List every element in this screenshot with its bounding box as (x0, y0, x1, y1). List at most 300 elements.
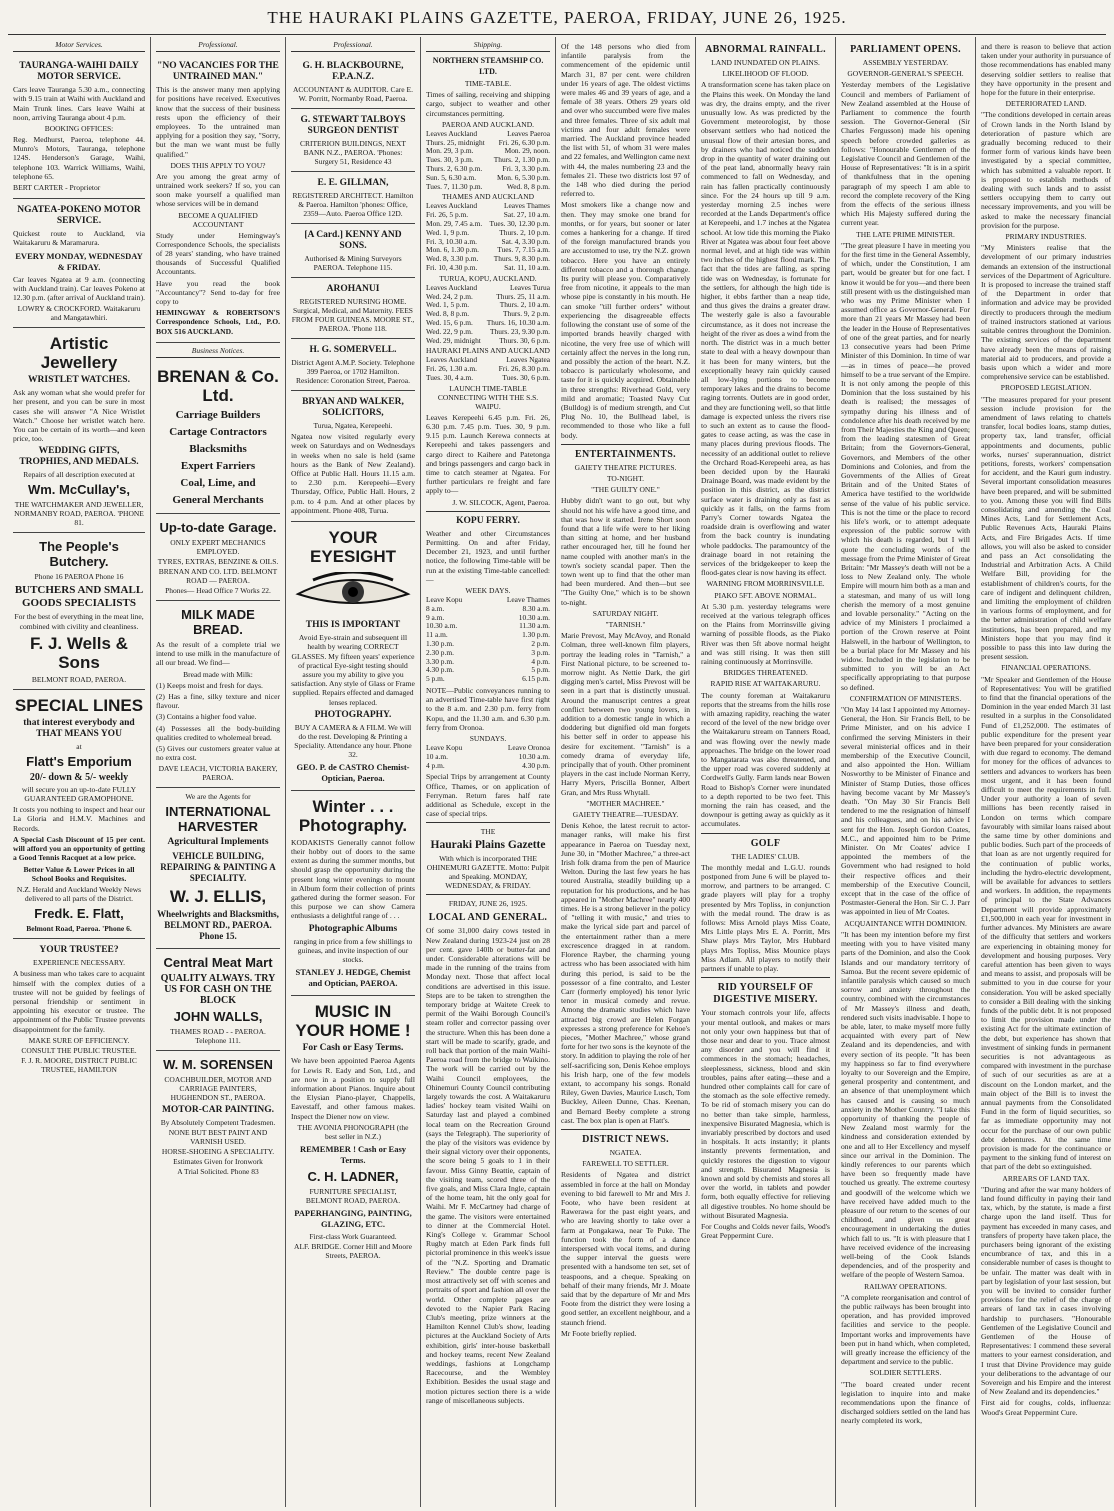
article-subheading: CONFIRMATION OF MINISTERS. (849, 693, 962, 703)
table-cell: Thurs. 2, 10 p.m. (499, 227, 550, 237)
table-cell: Thurs. 30, 6 p.m. (499, 335, 550, 345)
ad-body: ranging in price from a few shillings to guineas, and invite inspection of our stocks. (293, 936, 413, 965)
ad-signature: BRENAN AND CO. LTD. BELMONT ROAD — PAEROA. (158, 567, 278, 586)
ad-title: Up-to-date Garage. (159, 520, 277, 536)
table-header: Leaves Auckland (426, 128, 478, 138)
ad-body: For the best of everything in the meat line, combined with civility and cleanliness. (14, 612, 144, 631)
section-heading: Professional. (291, 40, 415, 52)
district-subtitle: NGATEA. (609, 1147, 642, 1157)
ad-title: W. M. SORENSEN (163, 1057, 273, 1073)
table-cell: Wed. 8, 3.30 p.m. (426, 254, 479, 264)
ad-phone: Phone 16 PAEROA Phone 16 (34, 572, 124, 582)
table-cell: Fri. 3, 10.30 a.m. (426, 236, 477, 246)
table-cell: 2 p.m. (531, 638, 550, 648)
cough-ad: First aid for coughs, colds, influenza: Wood's Great Peppermint Cure. (981, 1398, 1111, 1417)
ad-title: MILK MADE BREAD. (181, 607, 255, 638)
article-subheading: PRIMARY INDUSTRIES. (1005, 232, 1087, 242)
ad-body: VEHICLE BUILDING, REPAIRING & PAINTING A SPECIALITY. (160, 851, 276, 884)
ad-body: By Absolutely Competent Tradesmen. (160, 1118, 276, 1128)
article-subheading: THE LATE PRIME MINISTER. (856, 229, 955, 239)
launch-body: Leaves Kerepeehi 6.45 p.m. Fri. 26, 6.30 p.m. 7.45 p.m. Tues. 30, 9 p.m. 9.15 p.m. Launch Kerewa connects at Kerepeehi and takes passengers and cargo direct to Kaihere and Patetonga and brings passengers and cargo back in time to catch steamer at Ngatea. For further particulars re freight and fare apply to— (426, 412, 550, 496)
ad-address: BELMONT ROAD, PAEROA. (31, 674, 127, 684)
entertainments-subtitle: TO-NIGHT. (606, 473, 644, 483)
shipping-body: Times of sailing, receiving and shipping cargo, subject to weather and other circumstances permitting. (426, 90, 550, 118)
table-cell: Wed. 15, 6 p.m. (426, 317, 473, 327)
kopu-special: Special Trips by arrangement at County Office, Thames, or on application of Ferryman. Return fares half rate additional as Schedule, except in the case of special trips. (426, 772, 550, 819)
service-item: Coal, Lime, and (180, 477, 256, 490)
table-cell: Sat. 11, 10 a.m. (504, 262, 550, 272)
ad-signature: F. J. R. MOORE, DISTRICT PUBLIC TRUSTEE, HAMILTON (21, 1055, 137, 1074)
article-body: The county foreman at Waitakaruru reports that the streams from the hills rose with amazing rapidity, reaching the water record of the level of the new bridge over the Waitakaruru stream on Tanners Road, and was flowing over the newly made approaches. The bridge on the lower road to Mangatarata was also threatened, and the upper road was covered suddenly at Cordwell's Gully. Farm lands near Bowen Road to Bishop's Corner were inundated to a depth reported to be two feet. This morning the rain has ceased, and the downpour is getting away as quickly as it accumulates. (701, 690, 830, 829)
timetable-kopu-sundays (426, 744, 550, 770)
column-5 (556, 37, 696, 1507)
table-cell: 10 a.m. (426, 751, 448, 761)
gazette-title: Hauraki Plains Gazette (430, 839, 546, 852)
ad-subheading: PAPERHANGING, PAINTING, GLAZING, ETC. (294, 1207, 412, 1229)
ad-address: THAMES ROAD - - PAEROA. Telephone 111. (170, 1027, 266, 1046)
ad-name: C. H. LADNER, (307, 1168, 399, 1184)
table-header: Leaves Auckland (426, 282, 478, 292)
golf-subtitle: THE LADIES' CLUB. (731, 851, 800, 861)
table-cell: Tues. 30, 4 a.m. (426, 372, 474, 382)
golf-title: GOLF (750, 837, 781, 849)
table-cell: 6.15 p.m. (522, 674, 550, 684)
table-header: Leaves Auckland (426, 201, 478, 211)
table-cell: Thurs. 2, 10 a.m. (499, 300, 550, 310)
ad-blackbourne (291, 55, 415, 109)
shipping-subtitle: TIME-TABLE. (464, 79, 512, 89)
table-row (426, 675, 550, 684)
table-cell: Tues. 7, 11.30 p.m. (426, 181, 483, 191)
ad-title: "NO VACANCIES FOR THE UNTRAINED MAN." (157, 61, 279, 83)
district-subtitle: FAREWELL TO SETTLER. (582, 1159, 669, 1169)
rainfall-title: ABNORMAL RAINFALL. (705, 44, 826, 55)
district-body: Residents of Ngatea and district assembled in force at the hall on Monday evening to bid farewell to Mr and Mrs J. Foote, who have been resident at Rawerawa for the past eight years, and who are leaving shortly to take over a farm at Pongakawa, near Te Puke. The function took the form of a dance interspersed with vocal items, and during the supper interval the guests were presented with a handsome ten set, set of teaspoons, and a cheque. Speaking on behalf of their many friends, Mr J. Moate said that by the departure of Mr and Mrs Foote from the district they were losing a good settler, an excellent neighbour, and a staunch friend. (561, 1170, 690, 1327)
table-cell: Tues. 30, 12.30 p.m. (489, 218, 550, 228)
table-row (426, 183, 550, 192)
article-body: "The measures prepared for your present session include provision for the amendment of laws relating to chattels transfer, local bodies loans, stamp duties, property tax, land transfer, official appointments and documents, public works, nurses' superannuation, district petitions, forests, workers' compensation for accident, and the Kauri gum industry. Several important consolidation measures have been prepared, and will be submitted to you. Among these you will find Bills consolidating and amending the Coal Mines Acts, Land for Settlement Acts, Public Revenues Acts, Hauraki Plains Acts, and Fire Brigades Acts. If time allows, you will also be asked to consider and pass an Act consolidating the Industrial and Arbitration Acts. A Child Welfare Bill, providing for the establishment of children's courts, for the care of indigent and delinquent children, and limiting the employment of children in various forms of employment, and for the better administration of child welfare institutions, has been prepared, and my Ministers hope that you may find it possible to pass this into law during the present session. (981, 394, 1111, 662)
ad-title: G. H. BLACKBOURNE, F.P.A.N.Z. (302, 61, 404, 83)
section-heading: Motor Services. (13, 40, 145, 52)
kopu-subheading: WEEK DAYS. (465, 585, 511, 595)
table-cell: Thurs. 23, 9.30 p.m. (490, 326, 550, 336)
table-cell: Wed. 1, 9 p.m. (426, 227, 470, 237)
ad-title: AROHANUI (326, 284, 380, 295)
ad-international-harvester (156, 788, 280, 949)
table-cell: Mon. 29, 3 p.m. (426, 146, 474, 156)
table-cell: 1.30 p.m. (426, 638, 454, 648)
table-cell: Thurs. 2, 6.30 p.m. (426, 164, 483, 173)
table-cell: Sat. 27, 10 a.m. (503, 210, 550, 220)
ad-text: We are the Agents for (185, 792, 251, 802)
table-cell: 8 a.m. (426, 603, 445, 613)
ad-subheading: Turua, Ngatea, Kerepeehi. (313, 421, 393, 431)
table-row (426, 264, 550, 273)
table-cell: Fri. 26, 6.30 p.m. (498, 137, 550, 147)
table-cell: 3 p.m. (531, 647, 550, 657)
ad-name: JOHN WALLS, (173, 1009, 263, 1025)
ad-body: Ngatea now visited regularly every week on Saturdays and on Wednesdays in weeks when no sale is held (same hours as the Bank of New Zealand). Office at Public Hall. Hours 11.15 a.m. to 2.30 p.m. Kerepeehi—Every Thursday, Office, Public Hall. Hours, 2 p.m. to 4 p.m. And at other places by appointment. Phone 408, Turua. (291, 432, 415, 515)
column-3 (286, 37, 421, 1507)
table-cell: 1.30 p.m. (522, 630, 550, 640)
table-cell: Wed. 8, 8 p.m. (506, 181, 550, 191)
ad-title: H. G. SOMERVELL. (309, 345, 397, 356)
launch-title: LAUNCH TIME-TABLE CONNECTING WITH THE S.S. WAIPU. (437, 383, 539, 411)
divider (561, 444, 690, 445)
launch-signature: J. W. SILCOCK, Agent, Paeroa. (452, 497, 550, 507)
ad-garage (156, 514, 280, 601)
ad-subheading: REMEMBER ! Cash or Easy Terms. (299, 1143, 407, 1165)
divider (561, 1129, 690, 1130)
table-cell: Thurs. 16, 10.30 a.m. (486, 317, 550, 327)
ad-body: We have been appointed Paeroa Agents for Lewis R. Eady and Son, Ltd., and are now in a position to supply full information about Pianos. Inquire about the Elysian Piano-player, Chappells, Eavestaff, and other famous makes. Inspect the Diener now on view. (291, 1056, 415, 1121)
ad-ngatea-pokeno (13, 199, 145, 328)
table-header: Leave Kopu (426, 594, 463, 604)
ad-tauranga-waihi (13, 55, 145, 199)
table-cell: Mon. 29, noon. (504, 146, 550, 156)
table-row (426, 762, 550, 771)
ad-title: TAURANGA-WAIHI DAILY MOTOR SERVICE. (19, 61, 139, 83)
article-subheading: BRIDGES THREATENED. (723, 668, 808, 678)
masthead: THE HAURAKI PLAINS GAZETTE, PAEROA, FRIDAY, JUNE 26, 1925. (8, 6, 1106, 35)
ad-body: KODAKISTS Generally cannot follow their hobby out of doors to the same extent as during the summer months, but should grasp the opportunity during the present long winter evenings to mount in Album form their collection of prints gathered during the former season. For this purpose we can show Camera enthusiasts a delightful range of . . . (291, 837, 415, 921)
table-cell: Fri. 26, 5 p.m. (426, 210, 469, 220)
film-title: "TARNISH." (605, 619, 646, 629)
ad-body: Quickest route to Auckland, via Waitakaruru & Maramarura. (13, 229, 145, 248)
route-title: PAEROA AND AUCKLAND. (441, 119, 535, 129)
table-cell: 5 p.m. (426, 674, 445, 684)
local-general-body: Of some 31,000 dairy cows tested in New Zealand during 1923-24 just on 28 per cent. gave 140lb or butter-fat and under. Considerable alterations will be made in the running of the trains from Monday next. Those that affect local conditions are advertised in this issue. Steps are to be taken to strengthen the temporary bridge at Waitete Creek to permit of the Waihi Borough Council's steam roller and corrector passing over the structure. When this has been done a start will be made to scarify, grade, and roll back that portion of the main Waihi-Paeroa road from the bridge to Waikino. The work will be carried out by the Waihi Council employees, the Ohinemuri County Council contributing largely towards the cost. A Waitakaruru ladies' hockey team visited Waihi on Saturday last and played a combined local team on the Recreation Ground (says the Telegraph). The superiority of the play of the visitors was evidence by their signal victory over their opponents, the score being 5 goals to 1 in their favour. Miss Ginny Beattie, captain of the visiting team, scored three of the five goals, and Miss Clara Ingle, captain of the home team, hit the only goal for Waihi. Mr F. McCartney had charge of the game. The visitors were entertained to dinner at the Commercial Hotel. King's College v. Grammar School Rugby match at Eden Park finds full pictorial prominence in this week's issue of the "N.Z. Sporting and Dramatic Review." The double centre page is most attractively set off with scenes and portraits of sport and fashion all over the world. Other complete pages are devoted to the Napier Park Racing Club's meeting, prize winners at the Hamilton Kennel Club's show, leading pictures at the Auckland Society of Arts exhibition, girls' inter-house basketball and hockey teams, recent New Zealand weddings, fashions at Longchamp Racecourse, and the Wembley Exhibition. Besides the usual stage and motion pictures section there is a wide range of miscellaneous subjects. (426, 926, 550, 1405)
ad-subheading: PHOTOGRAPHY. (314, 709, 392, 720)
ad-bryan-walker (291, 391, 415, 522)
ad-body: will secure you an up-to-date FULLY GUARANTEED GRAMOPHONE. (21, 784, 137, 804)
ad-body: ONLY EXPERT MECHANICS EMPLOYED. (170, 538, 266, 557)
rainfall-subtitle: LAND INUNDATED ON PLAINS. (711, 58, 820, 67)
divider (426, 894, 550, 895)
film-title: "THE GUILTY ONE." (591, 485, 660, 495)
ad-body: NONE BUT BEST PAINT AND VARNISH USED. (168, 1128, 268, 1147)
shipping-title: NORTHERN STEAMSHIP CO. LTD. (432, 56, 544, 77)
ad-title: YOUR EYESIGHT (310, 528, 396, 567)
article-subheading: DETERIORATED LAND. (1005, 99, 1087, 109)
table-header: Leave Thames (506, 594, 550, 604)
ad-public-trustee (13, 939, 145, 1078)
ad-subheading: Bread made with Milk: (183, 669, 253, 679)
ad-arohanui (291, 278, 415, 339)
ad-subheading: MAKE SURE OF EFFICIENCY. (28, 1035, 130, 1045)
table-cell: 2.30 p.m. (426, 647, 454, 657)
ad-title: G. STEWART TALBOYS SURGEON DENTIST (300, 115, 406, 137)
ad-signature: STANLEY J. HEDGE, Chemist and Optician, PAEROA. (295, 967, 411, 989)
ad-body: Estimates Given for Ironwork (173, 1157, 263, 1167)
ad-phones: Phones— Head Office 7 Works 22. (165, 586, 271, 596)
ad-body: It costs you nothing to inspect and hear our La Gloria and H.M.V. Machines and Records. (13, 805, 145, 833)
ad-butchery (13, 533, 145, 689)
article-body: "My Ministers realise that the development of our primary industries demands an extension of the instructional services of the Department of Agriculture. It is proposed to increase the trained staff of the Department in order that information and advice may be provided directly to producers through the medium of trained instructors stationed at various suitable centres throughout the Dominion. The existing services of the department have already been the means of raising material aid to producers, and provide a basis upon which a wider and more comprehensive service can be established. (981, 243, 1111, 382)
column-2 (151, 37, 286, 1507)
gazette-date: FRIDAY, JUNE 26, 1925. (448, 899, 528, 909)
ad-signature: Wheelwrights and Blacksmiths, BELMONT RD., PAEROA. Phone 15. (157, 909, 279, 942)
ad-signature: HEMINGWAY & ROBERTSON'S Correspondence Schools, Ltd., P.O. BOX 516 AUCKLAND. (156, 308, 280, 336)
table-cell: Wed. 1, 5 p.m. (426, 300, 470, 310)
golf-body: The monthly medal and L.G.U. rounds postponed from June 6 will be played to-morrow, and partners to be arranged. C grade players will play for a trophy presented by Mrs Topliss, in conjunction with the medal round. The draw is as follows: Miss Arnold plays Miss Coate, Mrs Little plays Mrs E. A. Porritt, Mrs Shaw plays Mrs Taylor, Mrs Hubbard plays Mrs Topliss, Miss Mounice plays Miss Adlam. All players to notify their partners if unable to play. (701, 862, 830, 974)
ad-address: THE WATCHMAKER AND JEWELLER, NORMANBY ROAD, PAEROA. 'PHONE 81. (14, 500, 144, 528)
table-cell: Tues. 7, 7.15 a.m. (497, 245, 550, 255)
ad-title: BRENAN & Co. Ltd. (157, 367, 279, 406)
ad-title: [A Card.] KENNY AND SONS. (304, 230, 402, 252)
table-cell: Fri. 26, 1.30 a.m. (426, 364, 477, 374)
gazette-subtitle: With which is incorporated THE OHINEMURI GAZETTE. Motto: Pulpit and Speaking. MONDAY, WEDNESDAY, & FRIDAY. (426, 854, 550, 891)
ad-milk-bread (156, 601, 280, 788)
ad-sorensen (156, 1051, 280, 1181)
article-subheading: RAILWAY OPERATIONS. (864, 1281, 947, 1291)
parliament-title: PARLIAMENT OPENS. (850, 44, 961, 55)
service-item: Expert Farriers (180, 460, 256, 473)
digestive-ad-body: Your stomach controls your life, affects your mental outlook, and makes or mars not only your own happiness but that of those near and dear to you. Trace almost any disorder and you will find it commences in the stomach; headaches, sleeplessness, sickness, blood and skin troubles, pains after eating—these and a hundred other complaints call for care of the stomach as the sole effective remedy. To be rid of stomach misery you can do no better than take simple, harmless, inexpensive Bisurated Magnesia, which is invariably prescribed by doctors and used in hospitals. It acts instantly; it plants instantly prevents fermentation, and quickly restores the digestion to vigour and strength. Bisurated Magnesia is known and sold by chemists and stores all over the world, in tablets and powder form, both equally effective for relieving all digestive troubles. No home should be without Bisurated Magnesia. (701, 1008, 830, 1220)
table-cell: 5 p.m. (531, 665, 550, 675)
ad-body: Cars leave Tauranga 5.30 a.m., connecting with 9.15 train at Waihi with Auckland and Main Trunk lines. Cars leave Waihi at noon, arriving Tauranga about 4 p.m. (13, 85, 145, 122)
table-cell: 8.30 a.m. (522, 603, 550, 613)
kopu-note: NOTE—Public conveyances running to an advertised Time-table have first right to the 8 a.m. and 2.30 p.m. ferry from Kopu, and the 11.30 a.m. and 6.30 p.m. ferry from Oronoa. (426, 685, 550, 732)
article-body: and there is reason to believe that action taken under your authority in pursuance of those recommendations has enabled many deserving soldier settlers to realise that they have opportunity in the present and hope for the future in their enterprise. (981, 42, 1111, 98)
article-subheading: SOLDIER SETTLERS. (869, 1368, 942, 1378)
table-header: Leave Kopu (426, 742, 463, 752)
timetable-hauraki-plains (426, 356, 550, 382)
table-cell: 11.30 a.m. (519, 621, 550, 631)
ad-body: Reg. Medhurst, Paeroa, telephone 44. Munro's Motors, Tauranga, telephone 124S. Henderson's Garage, Waihi, telephone 103. Warrick Williams, Waihi, telephone 65. (13, 135, 145, 181)
ad-offer: 20/- down & 5/- weekly (29, 771, 129, 783)
ad-body: Avoid Eye-strain and subsequent ill health by wearing CORRECT GLASSES. My fifteen years' experience of practical Eye-sight testing should assure you my ability to give you satisfaction. Any style of Glass or Frame supplied. Repairs effected and damaged lenses replaced. (291, 633, 415, 707)
ad-subheading: BECOME A QUALIFIED ACCOUNTANT (178, 210, 258, 229)
service-item: Carriage Builders (175, 409, 261, 422)
table-cell: Tues. 30, 3 p.m. (426, 155, 474, 165)
ad-title: Winter . . . Photography. (298, 796, 408, 835)
entertainments-subtitle: GAIETY THEATRE—TUESDAY. (572, 810, 679, 820)
ad-jewellery (13, 328, 145, 533)
entertainments-subtitle: GAIETY THEATRE PICTURES. (574, 462, 677, 472)
table-cell: Wed. 22, 9 p.m. (426, 326, 473, 336)
ad-body: QUALITY ALWAYS. TRY US FOR CASH ON THE BLOCK (160, 973, 276, 1007)
table-cell: Thurs. 9, 2 p.m. (502, 309, 550, 319)
table-cell: 10.30 a.m. (518, 612, 550, 622)
service-item: General Merchants (172, 494, 264, 507)
district-body: Mr Foote briefly replied. (561, 1328, 637, 1338)
table-cell: 4 p.m. (426, 760, 445, 770)
route-title: TURUA, KOPU, AUCKLAND. (439, 273, 537, 283)
eye-icon (291, 572, 415, 612)
ad-subheading: Agricultural Implements (167, 837, 269, 848)
table-cell: Fri. 26, 8.30 p.m. (498, 364, 550, 374)
section-heading: Professional. (156, 40, 280, 52)
columns (8, 37, 1111, 1507)
table-cell: Wed. 8, 8 p.m. (426, 309, 470, 319)
divider (701, 977, 830, 978)
table-cell: Mon. 6, 1.30 p.m. (426, 245, 479, 255)
table-cell: Thurs. 9, 8.30 p.m. (493, 254, 550, 264)
table-row (426, 374, 550, 383)
rainfall-subtitle: LIKELIHOOD OF FLOOD. (722, 69, 809, 79)
list-item: (4) Possesses all the body-building qualities credited to wholemeal bread. (156, 723, 280, 742)
ad-body: A business man who takes care to acquaint himself with the complex duties of a trustee will not be guided by feelings of personal friendship or sentiment in appointing his executor or trustee. The appointment of the Public Trustee prevents disappointment for the family. (13, 969, 145, 1034)
table-cell: 9 a.m. (426, 612, 445, 622)
parliament-body: Yesterday members of the Legislative Council and members of Parliament of New Zealand assembled at the House of Parliament to commence the fourth session. The Governor-General (Sir Charles Fergusson) made his opening speech before crowded galleries as follows: "Honourable Gentlemen of the Legislative Council and Gentlemen of the House of Representatives: "It is in a spirit of thankfulness that in the opening paragraph of my speech I am able to record the complete recovery of the King from the effects of the serious illness which His Majesty suffered during the current year. (841, 80, 970, 228)
ad-kenny (291, 224, 415, 278)
ad-signature: BERT CARTER - Proprietor (13, 183, 101, 193)
ad-body: N.Z. Herald and Auckland Weekly News delivered to all parts of the District. (16, 884, 142, 904)
article-subheading: FINANCIAL OPERATIONS. (1001, 663, 1091, 673)
table-cell: Thurs. 2, 1.30 p.m. (493, 155, 550, 165)
list-item: (1) Keeps moist and fresh for days. (156, 680, 263, 690)
ad-subheading: CONSULT THE PUBLIC TRUSTEE. (21, 1045, 137, 1055)
ad-body: First-class Work Guaranteed. (309, 1231, 397, 1241)
film-body: Marie Prevost, May McAvoy, and Ronald Colman, three well-known film players, portray the leading roles in "Tarnish," a First National picture, to be screened to-morrow night. As Nettie Dark, the girl digging men's cartel, Miss Prevost will be seen in a part that is distinctly unusual. Around the manuscript centres a great conflict between two young lovers, in addition to a domestic tangle in which a doddering but dignified old man forgets his better self in order to appease his desire for excitement. "Tarnish" is a comedy drama of everyday life, principally that of youth. Other prominent players in the cast include Norman Kerry, Harry Myers, Priscilla Bonner, Albert Gran, and Mrs Russ Whytall. (561, 631, 690, 797)
table-cell: 4.30 p.m. (522, 760, 550, 770)
kopu-title: KOPU FERRY. (456, 515, 520, 526)
ad-eyesight (291, 522, 415, 791)
ad-signature: GEO. P. de CASTRO Chemist-Optician, Paeroa. (296, 761, 410, 783)
divider (426, 822, 550, 823)
table-header: Leaves Auckland (426, 355, 478, 365)
article-body: At 5.30 p.m. yesterday telegrams were received at the various telegraph offices on the Plains from Morrinsville giving warning of possible floods, as the Piako River was then 5ft above normal height and was still rising. It was then still raining continuously at Morrinsville. (701, 601, 830, 666)
article-body: "During and after the war many holders of land found difficulty in paying their land tax, which, by the statute, is made a first charge upon the land itself. Thus for payment has exceeded in many cases, and transfers of property have taken place, the purchasers being ignorant of the existing encumbrance of tax, and this in a considerable number of cases is thought to be unfair. The matter was dealt with in part by legislation of your last session, but you will be invited to consider further provisions for the relief of the charge of arrears of land tax in cases involving hardship to purchasers. "Honourable Gentlemen of the Legislative Council and Gentlemen of the House of Representatives: I commend these several matters to your earnest consideration, and I trust that Divine Providence may guide your deliberations to the advantage of our Sovereign and his Empire and the interest of New Zealand and its dependencies." (981, 1184, 1111, 1397)
article-body: "The great pleasure I have in meeting you for the first time in the General Assembly, of which, under the Constitution, I am part, would be greater but for one fact. I know it would be for you—and there been still present with us the distinguished man who was my Prime Minister when I assumed office as Governor-General. For more than 21 years Mr Massey had been the leader in the House of Representatives of one of the great parties, and for nearly 13 consecutive years had been Prime Minister of this Dominion. In time of war—as in times of peace—he proved himself to be a true servant of the Empire. It is not only among the people of this Dominion that the loss sustained by his death is realised; the messages of sympathy during his illness and of condolence after his death received by me from Their Majesties the King and Queen; from the leading statesmen of Great Britain; from the Governors-General, Governors, and Members of the other Dominions and Colonies, and from the Governments of the Allies of Great Britain and of the United States of America have testified to the worldwide sense of the value of his public service. This is not the time or the place to record his life's work, or to attempt adequate expression of the public sorrow with which his death is regarded, but I will quote the concluding words of the message from the Prime Minister of Great Britain: "Mr Massey's death will not be a loss to New Zealand only. The whole Empire will mourn him both as a man and a statesman, and many of us will long cherish the memory of a most genuine and lovable personality." "Acting on the advice of my Ministers I proclaimed a portion of the Crown reserve at Point Halswell, in the harbour of Wellington, to be a burial place for Mr Massey and his widow. Included in the legislation to be submitted to you will be an Act specifically appropriating to that purpose so defined. (841, 240, 970, 692)
ad-talboys (291, 109, 415, 172)
ad-title: BRYAN AND WALKER, SOLICITORS, (302, 397, 404, 419)
table-header: Leaves Thames (503, 201, 550, 211)
table-cell: 4 p.m. (531, 656, 550, 666)
entertainments-subtitle: SATURDAY NIGHT. (592, 608, 659, 618)
article-tobacco: Most smokers like a change now and then. They may smoke one brand for months, or for years, but sooner or later comes a hankering for a change. If tired of the foreign manufactured brands you are accustomed to use, try the N.Z. grown tobacco. Here you have an entirely different tobacco and a thorough change. Its purity will please you. Comparatively free from nicotine, it appeals to the man whose pipe is constantly in his mouth. He can smoke "till further orders" without experiencing the disagreeable effects following the constant use of some of the imported brands heavily charged with nicotine, the very free use of which will certainly affect the nerves in the long run, and possibly the action of the heart. N.Z. tobacco is particularly wholesome, and taste for it is quickly acquired. Obtainable in three strengths: Riverhead Gold, very mild and aromatic; Toasted Navy Cut (Bulldog) is of medium strength, and Cut Plug No. 10, the Bullhead label, is recommended to those who like a full body. (561, 200, 690, 440)
kopu-body: Weather and other Circumstances Permitting. On and after Friday, December 21, 1923, and until further notice, the following Time-table will be run at the existing Time-table cancelled:— (426, 528, 550, 584)
ad-somervell (291, 339, 415, 391)
table-row (426, 337, 550, 346)
ad-signature: DAVE LEACH, VICTORIA BAKERY, PAEROA. (158, 764, 278, 783)
service-item: Blacksmiths (189, 443, 247, 456)
ad-body: Study under Hemingway's Correspondence Schools, the specialists of 28 years' standing, who have trained thousands of Successful Qualified Accountants. (156, 230, 280, 277)
ad-subheading: BUTCHERS AND SMALL GOODS SPECIALISTS (14, 584, 144, 610)
ad-subheading: Photographic Albums (308, 923, 398, 934)
ad-body: Car leaves Ngatea at 9 a.m. (connecting with Auckland train). Car leaves Pokeno at 12.30 p.m. (after arrival of Auckland train). (13, 274, 146, 303)
table-cell: Thurs. 25, midnight (426, 137, 485, 147)
ad-subheading: WRISTLET WATCHES. (28, 375, 130, 386)
table-cell: Mon. 29, 7.45 a.m. (426, 218, 483, 228)
table-cell: Fri. 3, 3.30 p.m. (502, 164, 550, 173)
table-cell: Sun. 5, 6.30 a.m. (426, 172, 477, 182)
column-7 (836, 37, 976, 1507)
table-cell: Wed. 29, midnight (426, 335, 481, 345)
ad-address: Belmont Road, Paeroa. 'Phone 6. (26, 924, 132, 934)
ad-subheading: DOES THIS APPLY TO YOU? (170, 160, 266, 170)
divider (701, 833, 830, 834)
ad-signature: ALF. BRIDGE. Corner Hill and Moore Streets, PAEROA. (294, 1241, 412, 1260)
ad-body: Authorised & Mining Surveyors PAEROA. Telephone 115. (304, 254, 402, 273)
article-paralysis: Of the 148 persons who died from infantile paralysis from the commencement of the epidemic until March 31, 87 per cent. were children under 16 years of age. The oldest victims were males 46 and 39 years of age, and a female of 38 years. Others 29 years old and over who succumbed were five males and three females. Three of six adult mal victims and four adult females were married. The Auckland province headed the list with 51, of whom 31 were males and 22 females, and Wellington came next with 44, the males numbering 23 and the females 21. These two districts lost 97 of the 148 who died during the period referred to. (561, 42, 690, 199)
ad-subheading: THIS IS IMPORTANT (305, 620, 401, 631)
ad-name: Flatt's Emporium (26, 753, 132, 769)
table-header: Leaves Paeroa (507, 128, 550, 138)
table-cell: Tues. 30, 6 p.m. (502, 372, 550, 382)
ad-central-meat-mart (156, 949, 280, 1051)
ad-title: YOUR TRUSTEE? (39, 945, 119, 956)
ad-body: ACCOUNTANT & AUDITOR. Care E. W. Porritt, Normanby Road, Paeroa. (293, 85, 413, 104)
ad-name: Fredk. E. Flatt, (34, 906, 124, 922)
table-cell: Fri. 10, 4.30 p.m. (426, 262, 478, 272)
ad-name: Wm. McCullay's, (27, 482, 131, 498)
digestive-ad-title: RID YOURSELF OF DIGESTIVE MISERY. (713, 982, 818, 1006)
district-news-title: DISTRICT NEWS. (582, 1133, 669, 1145)
parliament-subtitle: ASSEMBLY YESTERDAY. (862, 58, 949, 67)
table-header: Leaves Ngatea (506, 355, 550, 365)
film-body: Hubby didn't want to go out, but why should not his wife have a good time, and that was how it started. Irene Short soon found that a life wife were to her liking than sitting at home, and her husband rather encouraged her, till he found her name coupled with another man's in the town's society scandal paper. Then the town went up to find that the other man had been murdered. And then—but see "The Guilty One," which is to be shown to-night. (561, 496, 690, 607)
ad-title: Central Meat Mart (163, 955, 273, 971)
ad-title: MUSIC IN YOUR HOME ! (295, 1002, 411, 1041)
ad-brenan (156, 361, 280, 514)
ad-title: NGATEA-POKENO MOTOR SERVICE. (17, 205, 141, 227)
article-subheading: RAPID RISE AT WAITAKARURU. (710, 679, 821, 689)
ad-name: W. J. ELLIS, (169, 887, 267, 907)
cough-ad: For Coughs and Colds never fails, Wood's Great Peppermint Cure. (701, 1221, 830, 1241)
ad-body: TYRES, EXTRAS, BENZINE & OILS. (157, 557, 279, 567)
article-subheading: WARNING FROM MORRINSVILLE. (706, 579, 825, 589)
article-body: "On May 14 last I appointed my Attorney-General, the Hon. Sir Francis Bell, to be Prime Minister, and on his advice I confirmed the serving Ministers in their several ministerial offices and in their membership of the Executive Council, and also appointed the Hon. William Nosworthy to be Minister of Finance and Minister of Stamp Duties, those offices having become vacant by Mr Massey's death. "On May 30 Sir Francis Bell tendered to me the resignation of himself and his colleagues, and on his advice I sent for the Hon. Joseph Gordon Coates, M.C., and appointed him to be Prime Minister. On Mr Coates' advice I appointed the members of the Government who had resigned to hold their respective offices and their membership of the Executive Council, except that in the case of the office of Postmaster-General the Hon. Sir C. J. Parr was appointed in lieu of Mr Coates. (841, 705, 971, 917)
ad-subheading: WEDDING GIFTS, TROPHIES, AND MEDALS. (19, 446, 139, 468)
ad-subheading: that interest everybody and THAT MEANS YOU (23, 717, 135, 739)
ad-address: FURNITURE SPECIALIST, BELMONT ROAD, PAEROA. (305, 1186, 401, 1205)
ad-title: The People's Butchery. (39, 539, 119, 570)
article-body: "A complete reorganisation and control of the public railways has been brought into operation, and has provided improved facilities and service to the people. Important works and improvements have been put in hand which, when completed, will greatly increase the efficiency of the department and service to the public. (841, 1292, 970, 1367)
ad-body: BUY A CAMERA & A FILM. We will do the rest. Developing & Printing a Speciality. Attendance any hour. Phone 32. (294, 722, 412, 759)
ad-title: SPECIAL LINES (14, 695, 144, 715)
column-6 (696, 37, 836, 1507)
service-item: Cartage Contractors (169, 426, 267, 439)
section-heading: Shipping. (426, 40, 550, 52)
timetable-thames-auckland (426, 202, 550, 272)
table-cell: Wed. 24, 2 p.m. (426, 291, 473, 301)
column-8 (976, 37, 1114, 1507)
ad-body: As the result of a complete trial we intend to use milk in the manufacture of all our bread. We find— (156, 640, 280, 668)
table-cell: 3.30 p.m. (426, 656, 454, 666)
table-cell: Sat. 4, 3.30 p.m. (501, 236, 550, 246)
article-body: "Mr Speaker and Gentlemen of the House of Representatives: You will be gratified to find that the financial operations of the Dominion in the year ended March 31 last resulted in a surplus in the Consolidated Fund of £1,252,000. The estimates of public expenditure for the present year have been prepared for your consideration with due regard to economy. The demand for money for the offices of advances to settlers and advances to workers has been most urgent, and it has been found difficult to meet the requirements in full. Under your authority a loan of seven millions has been recently raised in London on terms which compare favourably with similar loans raised about the same time by other dominions and public bodies. Such part of the proceeds of that loan as are not urgently required for the continuation of public works, including the hydro-electric development, will be available for advances to settlers and workers. In addition, the repayments of principal to the State Advances Department will provide approximately £1,500,000 in each year for investment in further advances. My Ministers are aware of the difficulty that settlers and workers are experiencing in obtaining money for development and housing purposes. Very careful attention has been given to ways and means to assist, and proposals will be submitted to you in due course for your consideration. You will be asked specially to consider a Bill dealing with the sinking funds of the public debt. It is not proposed to limit the provision made under the existing Act for the ultimate extinction of the debt, but experience has shown that investment of sinking funds in permanent securities is not advantageous as compared with investment in the purchase of such of our securities as are at a discount on the London market, and the main object of the Bill is to invest the annual payments from the Consolidated Fund in the form of liquid securities, so far as immediate opportunity may not occur for the purchase of our own public debt debentures. At the same time provision is made for the continuance or payment to the sinking fund of interest on that part of the debt so extinguished. (981, 674, 1111, 1172)
timetable-kopu-ferry (426, 596, 550, 684)
list-item: (5) Gives our customers greater value at no extra cost. (156, 743, 280, 763)
timetable-turua-kopu (426, 284, 550, 346)
ad-flatts-emporium (13, 690, 145, 939)
column-4 (421, 37, 556, 1507)
film-body: Denis Kehoe, the latest recruit to actor-manager ranks, will make his first appearance in Paeroa on Tuesday next, June 30, in "Mother Machree," a three-act Irish folk drama from the pen of Maurice Welton. During the last few years he has toured Australia, steadily building up a reputation for his productions, and he has appeared in "Mother Machree" nearly 400 times. He is a strong believer in the policy of "telling it with music," and tries to make the lyrical side part and parcel of the entertainment rather than a mere excrescence dragged in at random. Florence Rayber, the charming young actress who has been associated with him during this period, is said to be the possessor of a fine contralto, and Lester Carr (formerly employed) his tenor lyric tenor in musical comedy and revue. Among the dramatic studies which have attracted big crowd are Helen Forgan expresses a strong preference for Kehoe's pieces, "Mother Machree," whose grand forte for her two sons is the keynote of the story. In addition to playing the role of her self-sacrificing son, Denis Kehoe employs his Irish harp, one of the few models extant, to accompany his songs. Ronald Riley, Gwen Davies, Maurice Lusch, Tom Buckley, Aileen Dunne, Chas. Keenan, and Bernard Beeby complete a strong cast. The box plan is open at Flatt's. (561, 821, 690, 1125)
divider (426, 511, 550, 512)
ad-body: CRITERION BUILDINGS, NEXT BANK N.Z., PAEROA. 'Phones: Surgery 51, Residence 43 (299, 139, 407, 167)
article-subheading: PIAKO 5FT. ABOVE NORMAL. (714, 590, 817, 600)
ad-body: REGISTERED NURSING HOME. Surgical, Medical, and Maternity. FEES FROM FOUR GUINEAS. MOORE ST., PAEROA. 'Phone 118. (291, 297, 415, 334)
ad-body: Better Value & Lower Prices in all School Books and Requisites. (23, 864, 135, 883)
list-item: (3) Contains a higher food value. (156, 712, 257, 722)
ad-body: REGISTERED ARCHITECT. Hamilton & Paeroa. Hamilton 'phones: Office, 2359—Auto. Paeroa Office 12D. (292, 191, 414, 219)
gazette-the: THE (480, 827, 496, 837)
ad-subheading: MOTOR-CAR PAINTING. (161, 1105, 275, 1116)
table-header: Leave Oronoa (507, 742, 550, 752)
ad-title: Artistic Jewellery (40, 334, 118, 373)
ad-body: A Trial Solicited. Phone 83 (177, 1167, 259, 1177)
ad-title: E. E. GILLMAN, (317, 178, 389, 189)
ad-text: at (76, 741, 82, 751)
ad-subheading: BOOKING OFFICES: (44, 124, 114, 134)
article-body: "The board created under recent legislation to inquire into and make recommendations upon the finance of discharged soldiers settled on the land has nearly completed its work, (841, 1379, 970, 1426)
list-item: (2) Has a fine, silky texture and nicer flavour. (156, 691, 280, 711)
ad-music (291, 996, 415, 1264)
article-subheading: ARREARS OF LAND TAX. (1002, 1173, 1090, 1183)
ad-gillman (291, 172, 415, 224)
